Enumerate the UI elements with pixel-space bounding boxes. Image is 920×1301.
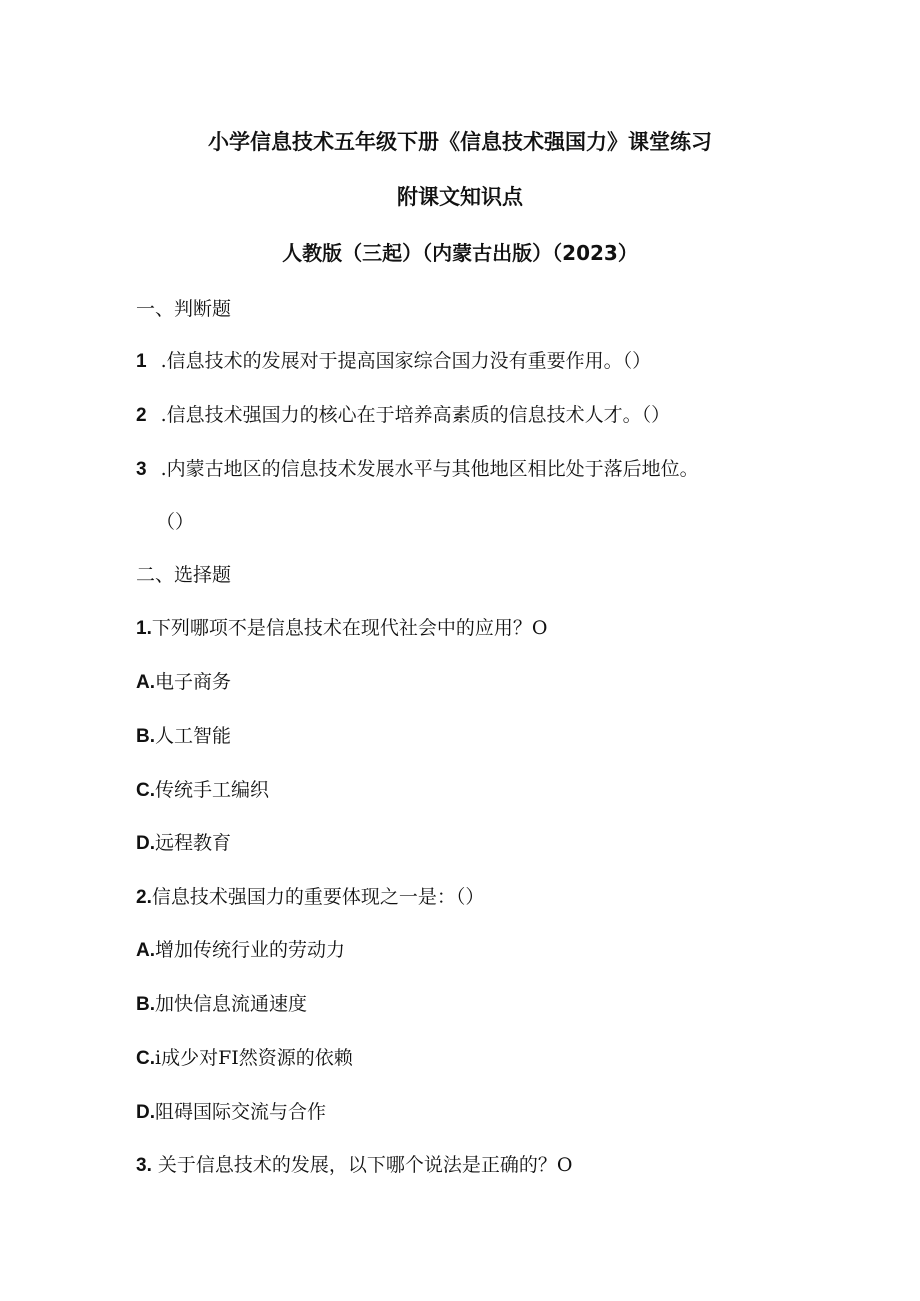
answer-option <box>136 1043 353 1074</box>
question-item <box>136 613 547 644</box>
option-text: 电子商务 <box>155 671 232 693</box>
question-text: .信息技术强国力的核心在于培养高素质的信息技术人才。（） <box>160 404 671 426</box>
answer-option <box>136 989 307 1020</box>
option-label: A. <box>136 940 155 961</box>
question-text: 下列哪项不是信息技术在现代社会中的应用？O <box>151 617 548 639</box>
option-label: C. <box>136 780 155 801</box>
question-number: 2 <box>136 405 147 426</box>
option-text: 阻碍国际交流与合作 <box>155 1101 327 1123</box>
section-heading-multiple-choice: 二、选择题 <box>136 564 232 586</box>
answer-option <box>136 935 345 966</box>
answer-option <box>136 775 269 806</box>
question-item <box>136 882 484 913</box>
question-item <box>136 346 651 377</box>
question-number: 3 <box>136 459 147 480</box>
option-label: B. <box>136 994 155 1015</box>
option-label: B. <box>136 726 155 747</box>
question-number: 2. <box>136 887 152 908</box>
question-number: 1 <box>136 351 147 372</box>
question-text: .信息技术的发展对于提高国家综合国力没有重要作用。（） <box>160 350 652 372</box>
answer-option <box>136 667 231 698</box>
option-text: 增加传统行业的劳动力 <box>155 939 346 961</box>
option-text: 远程教育 <box>155 832 232 854</box>
option-label: D. <box>136 1102 155 1123</box>
answer-option <box>136 828 231 859</box>
answer-option <box>136 1097 326 1128</box>
option-label: A. <box>136 672 155 693</box>
document-subtitle: 附课文知识点 <box>397 185 523 209</box>
option-text: 加快信息流通速度 <box>155 993 308 1015</box>
question-item <box>136 454 699 485</box>
option-label: C. <box>136 1048 155 1069</box>
document-edition: 人教版（三起）（内蒙古出版）（2023） <box>282 241 638 265</box>
question-number: 3. <box>136 1155 152 1176</box>
section-heading-true-false: 一、判断题 <box>136 298 232 320</box>
question-item <box>136 1150 572 1181</box>
document-title: 小学信息技术五年级下册《信息技术强国力》课堂练习 <box>208 130 712 154</box>
question-text: 信息技术强国力的重要体现之一是：（） <box>151 886 485 908</box>
question-continuation: （） <box>156 511 195 533</box>
question-number: 1. <box>136 618 152 639</box>
answer-option <box>136 721 231 752</box>
question-text: 关于信息技术的发展，以下哪个说法是正确的？O <box>151 1154 573 1176</box>
option-text: i成少对FI然资源的依赖 <box>155 1047 353 1069</box>
option-label: D. <box>136 833 155 854</box>
option-text: 传统手工编织 <box>155 779 270 801</box>
question-text: .内蒙古地区的信息技术发展水平与其他地区相比处于落后地位。 <box>160 458 699 480</box>
option-text: 人工智能 <box>155 725 232 747</box>
question-item <box>136 400 670 431</box>
